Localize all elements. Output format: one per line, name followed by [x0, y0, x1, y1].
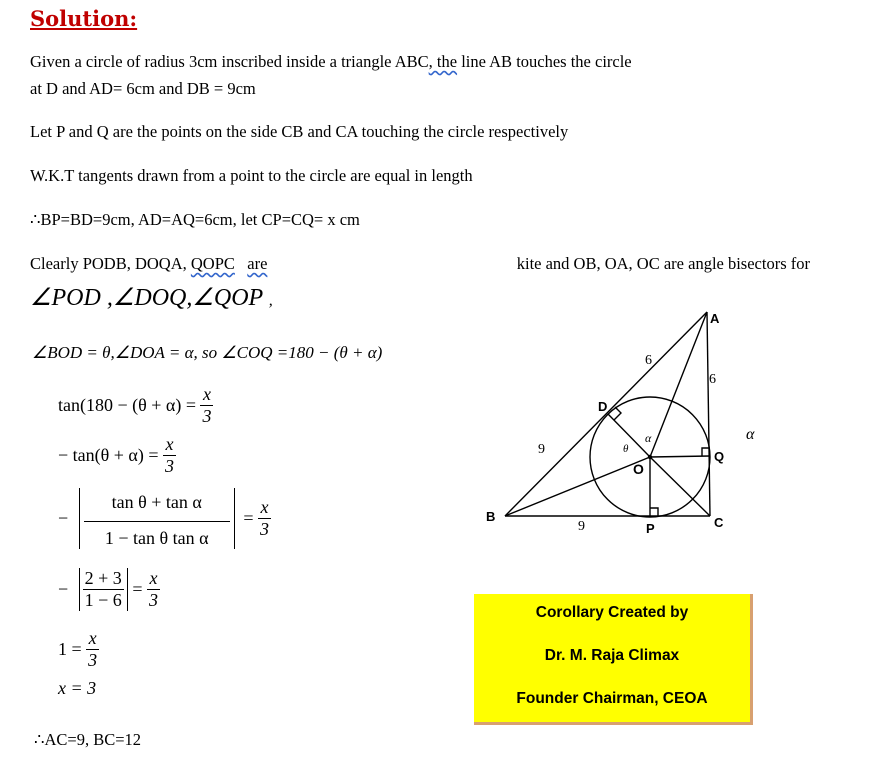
equation-6: x = 3: [58, 678, 97, 698]
label-d: D: [598, 399, 608, 414]
kite-text-a: Clearly PODB, DOQA, QOPC are: [30, 254, 268, 273]
bisector-ob: [505, 457, 650, 516]
corollary-callout: [474, 594, 753, 725]
label-c: C: [714, 515, 724, 530]
right-angle-p: [650, 508, 658, 516]
alpha-label: α: [645, 431, 652, 445]
equation-5: 1 = $\frac{x}{3}$: [58, 628, 98, 670]
equation-4: − $\frac{2 + 3}{1 - 6}$ = $\frac{x}{3}$: [58, 568, 158, 610]
kite-text-d: kite and OB, OA, OC are angle bisectors for: [516, 254, 810, 273]
length-aq: 6: [709, 372, 716, 387]
eq1-fraction: $\frac{x}{3}$: [202, 384, 212, 426]
callout-line-3: Founder Chairman, CEOA: [516, 690, 708, 707]
angles-line: ∠POD ,∠DOQ,∠QOP ,: [30, 285, 273, 311]
length-bp: 9: [578, 519, 585, 534]
center-point: [648, 455, 652, 459]
label-a: A: [710, 311, 720, 326]
given-line-2: at D and AD= 6cm and DB = 9cm: [30, 79, 256, 98]
given-text-c: line AB touches the circle: [457, 52, 632, 71]
eq3-bracket: $\frac{\text{tan θ + tan α}}{\text{1 − tan θ tan α}}$: [79, 488, 235, 549]
theta-label: θ: [623, 443, 629, 455]
equation-1: tan(180 − (θ + α) = $\frac{x}{3}$: [58, 384, 212, 426]
points-line: Let P and Q are the points on the side CB and CA touching the circle respectively: [30, 122, 569, 141]
radius-oq: [650, 456, 710, 457]
alpha-side-label: α: [746, 426, 755, 443]
side-ab: [505, 312, 707, 516]
callout-line-2: Dr. M. Raja Climax: [544, 647, 680, 664]
conclusion-line: ∴AC=9, BC=12: [34, 730, 142, 749]
solution-heading: Solution:: [30, 6, 138, 31]
bisector-oa: [650, 312, 707, 457]
definition-line: ∠BOD = θ,∠DOA = α, so ∠COQ =180 − (θ + α): [32, 343, 383, 362]
eq4-bracket: $\frac{2 + 3}{1 - 6}$: [79, 568, 128, 611]
given-text-a: Given a circle of radius 3cm inscribed inside a triangle ABC: [30, 52, 429, 71]
side-ac: [707, 312, 710, 516]
radius-od: [608, 414, 650, 457]
callout-line-1: Corollary Created by: [535, 604, 689, 621]
length-ad: 6: [645, 353, 652, 368]
kite-are: are: [247, 254, 268, 273]
lengths-line: ∴BP=BD=9cm, AD=AQ=6cm, let CP=CQ= x cm: [30, 210, 360, 229]
bisector-oc: [650, 457, 710, 516]
label-b: B: [486, 509, 496, 524]
eq3-fraction: $\frac{x}{3}$: [260, 497, 269, 539]
length-bd: 9: [538, 442, 545, 457]
eq5-fraction: $\frac{x}{3}$: [88, 628, 98, 670]
equation-2: − tan(θ + α) = $\frac{x}{3}$: [58, 434, 174, 476]
eq4-fraction: $\frac{x}{3}$: [148, 568, 158, 610]
tangent-rule-line: W.K.T tangents drawn from a point to the circle are equal in length: [30, 166, 473, 185]
label-o: O: [633, 461, 644, 477]
label-q: Q: [714, 449, 725, 464]
label-p: P: [646, 521, 655, 536]
eq2-fraction: $\frac{x}{3}$: [165, 434, 174, 476]
equation-3: − $\frac{\text{tan θ + tan α}}{\text{1 − tan θ tan α}}$ = $\frac{x}{3}$: [58, 488, 271, 549]
kite-qopc: QOPC: [190, 254, 235, 273]
given-text-b: , the: [428, 52, 458, 71]
